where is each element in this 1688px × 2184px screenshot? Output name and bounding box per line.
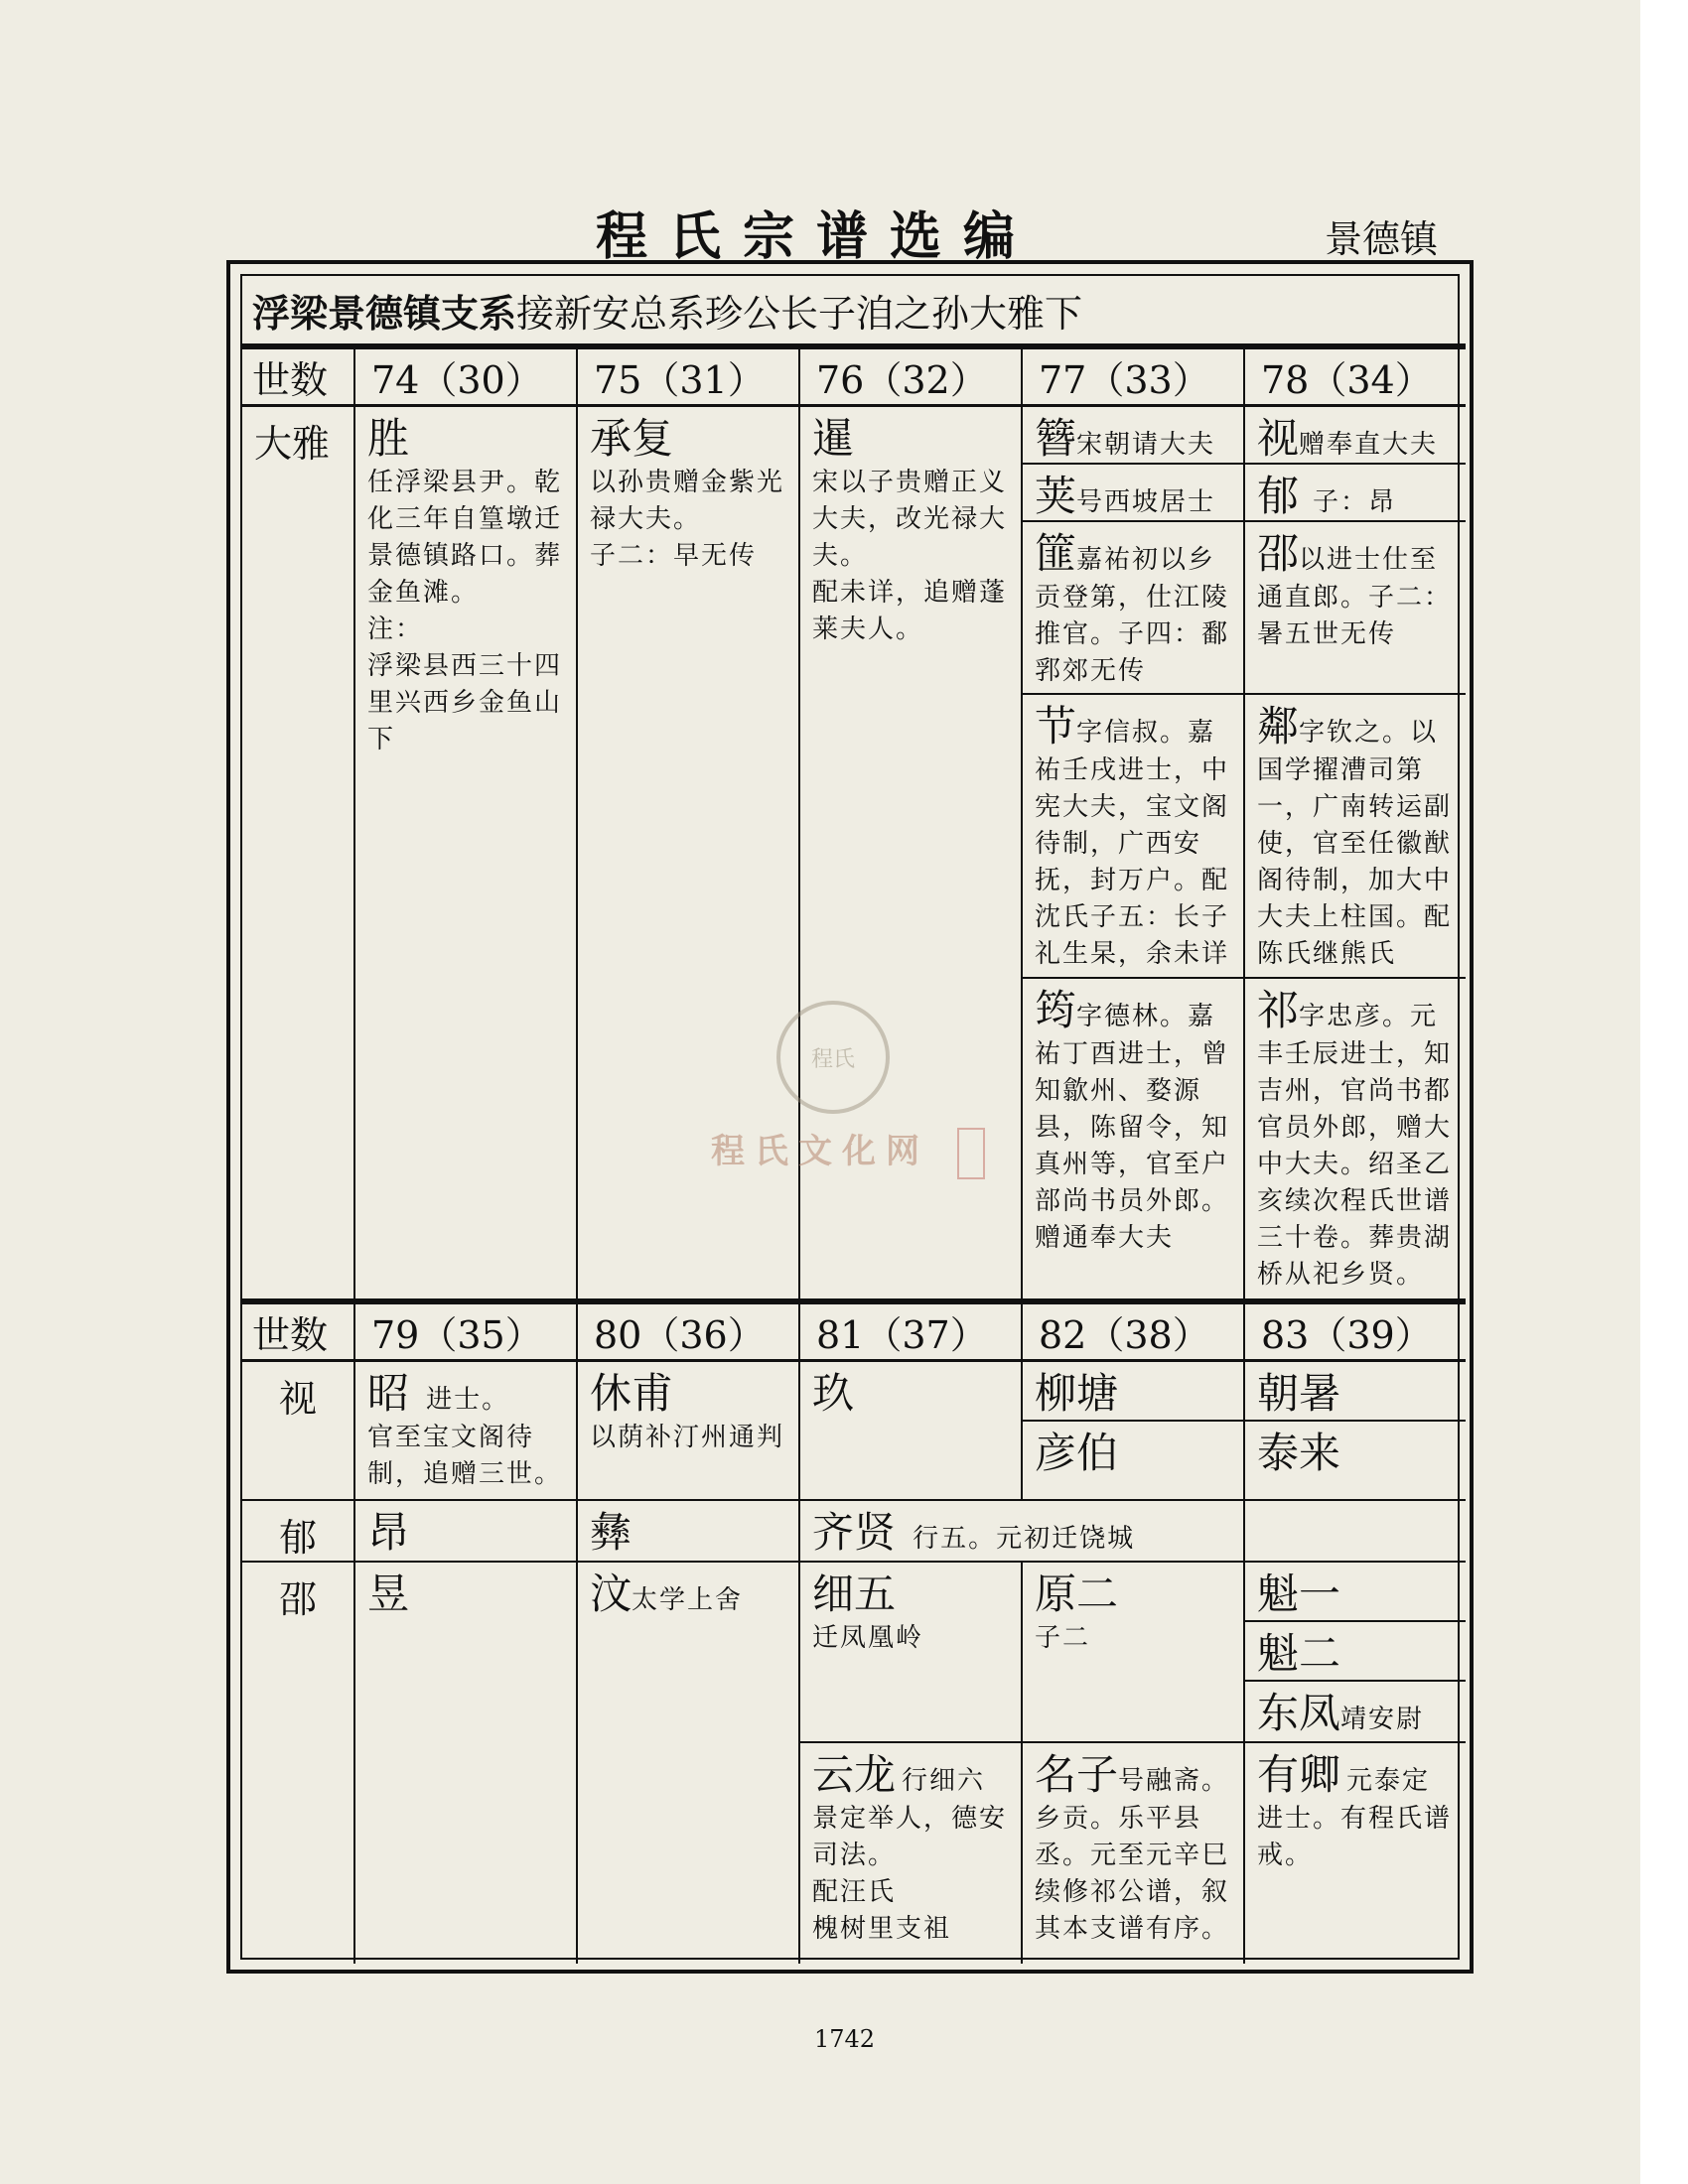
person-78: 邵以进士仕至通直郎。子二：暑五世无传: [1245, 522, 1466, 695]
person-83: 魁二: [1245, 1622, 1466, 1682]
person-79: 昭 进士。 官至宝文阁待制，追赠三世。: [353, 1362, 576, 1499]
generation-header-2: [242, 1304, 1466, 1362]
person-note: 宋以子贵赠正义大夫，改光禄大夫。: [812, 468, 1008, 571]
person-81: 细五 迁凤凰岭: [800, 1563, 1021, 1743]
person-82: 原二 子二: [1023, 1563, 1243, 1743]
branch-name: 浮梁景德镇支系: [252, 290, 517, 336]
person-81: 云龙 行细六 景定举人，德安司法。 配汪氏 槐树里支祖: [812, 1750, 1008, 1944]
person-note: 注：: [367, 614, 424, 644]
gen-80: 80（36）: [576, 1304, 798, 1359]
ancestor-label: 大雅: [254, 422, 331, 466]
gen-82: 82（38）: [1021, 1304, 1243, 1359]
person-82: 名子号融斋。 乡贡。乐平县丞。元至元辛巳续修祁公谱，叙其本支谱有序。: [1035, 1750, 1230, 1944]
empty-cell: [1243, 1501, 1466, 1563]
row-label: 邵: [278, 1577, 317, 1621]
gen-83: 83（39）: [1243, 1304, 1466, 1359]
page-number: 1742: [814, 2025, 876, 2053]
column-83: [1243, 1362, 1466, 1499]
person-77: 簪宋朝请大夫: [1023, 407, 1243, 465]
column-78: [1243, 407, 1466, 1298]
column-82: [1021, 1563, 1243, 1964]
row-label: 视: [278, 1377, 317, 1421]
person-note: 配未详，追赠蓬莱夫人。: [812, 578, 1008, 644]
place-label: 景德镇: [1325, 217, 1439, 261]
person-79: 昱: [353, 1563, 576, 1964]
row-shao: [242, 1563, 1466, 1964]
watermark-stamp: 程氏: [776, 1001, 890, 1114]
person-83: 魁一: [1245, 1563, 1466, 1622]
gen-label: 世数: [252, 358, 329, 402]
gen-74: 74（30）: [353, 349, 576, 404]
gen-75: 75（31）: [576, 349, 798, 404]
gen-label: 世数: [252, 1313, 329, 1357]
person-note: 任浮梁县尹。乾化三年自篁墩迁景德镇路口。葬金鱼滩。: [367, 468, 563, 608]
branch-header: [242, 276, 1466, 343]
person-note: 子二：早无传: [590, 541, 758, 571]
person-79: 昂: [353, 1501, 576, 1563]
person-82: 彦伯: [1035, 1429, 1119, 1477]
gen-81: 81（37）: [798, 1304, 1021, 1359]
row-label: 郁: [278, 1516, 317, 1560]
person-82: 柳塘: [1023, 1362, 1243, 1422]
person-77: 节字信叔。嘉祐壬戌进士，中宪大夫，宝文阁待制，广西安抚，封万户。配沈氏子五：长子礼生杲，余未详: [1023, 695, 1243, 979]
column-83: [1243, 1563, 1466, 1964]
person-74: [353, 407, 576, 1298]
person-name: 胜: [367, 414, 410, 463]
person-81: 齐贤 行五。元初迁饶城: [798, 1501, 1243, 1563]
person-80: 汶太学上舍: [576, 1563, 798, 1964]
person-80: 彝: [576, 1501, 798, 1563]
person-name: 暹: [812, 414, 855, 463]
person-note: 浮梁县西三十四里兴西乡金鱼山下: [367, 651, 563, 754]
person-83: 泰来: [1257, 1429, 1341, 1477]
generation-header-1: [242, 349, 1466, 407]
person-78: 鄰字钦之。以国学擢漕司第一，广南转运副使，官至任徽猷阁待制，加大中大夫上柱国。配陈氏继熊氏: [1245, 695, 1466, 979]
genealogy-table: [226, 260, 1474, 1974]
row-yu: [242, 1501, 1466, 1563]
person-78: 郁子：昂: [1245, 465, 1466, 522]
column-82: [1021, 1362, 1243, 1499]
person-note: 以孙贵赠金紫光禄大夫。: [590, 468, 785, 534]
person-77: 荚号西坡居士: [1023, 465, 1243, 522]
person-83: 朝暑: [1245, 1362, 1466, 1422]
person-78: 视赠奉直大夫: [1245, 407, 1466, 465]
column-81: [798, 1563, 1021, 1964]
row-shi: [242, 1362, 1466, 1501]
person-81: 玖: [798, 1362, 1021, 1499]
person-77: 篚嘉祐初以乡贡登第，仕江陵推官。子四：鄱郛郊无传: [1023, 522, 1243, 695]
person-80: 休甫 以荫补汀州通判: [576, 1362, 798, 1499]
person-83: 东凤靖安尉: [1245, 1682, 1466, 1743]
person-78: 祁字忠彦。元丰壬辰进士，知吉州，官尚书都官员外郎，赠大中大夫。绍圣乙亥续次程氏世谱三十卷。葬贵湖桥从祀乡贤。: [1257, 986, 1453, 1290]
person-name: 承复: [590, 414, 674, 463]
person-83: 有卿 元泰定 进士。有程氏谱戒。: [1257, 1750, 1453, 1870]
watermark-text: 程氏文化网: [711, 1132, 929, 1171]
gen-76: 76（32）: [798, 349, 1021, 404]
column-77: [1021, 407, 1243, 1298]
page-title: 程氏宗谱选编: [596, 206, 1038, 267]
gen-78: 78（34）: [1243, 349, 1466, 404]
branch-desc: 接新安总系珍公长子洎之孙大雅下: [516, 291, 1083, 336]
gen-79: 79（35）: [353, 1304, 576, 1359]
person-77: 筠字德林。嘉祐丁酉进士，曾知歙州、婺源县，陈留令，知真州等，官至户部尚书员外郎。赠通奉大夫: [1035, 986, 1230, 1253]
watermark-seal: [957, 1128, 985, 1179]
gen-77: 77（33）: [1021, 349, 1243, 404]
